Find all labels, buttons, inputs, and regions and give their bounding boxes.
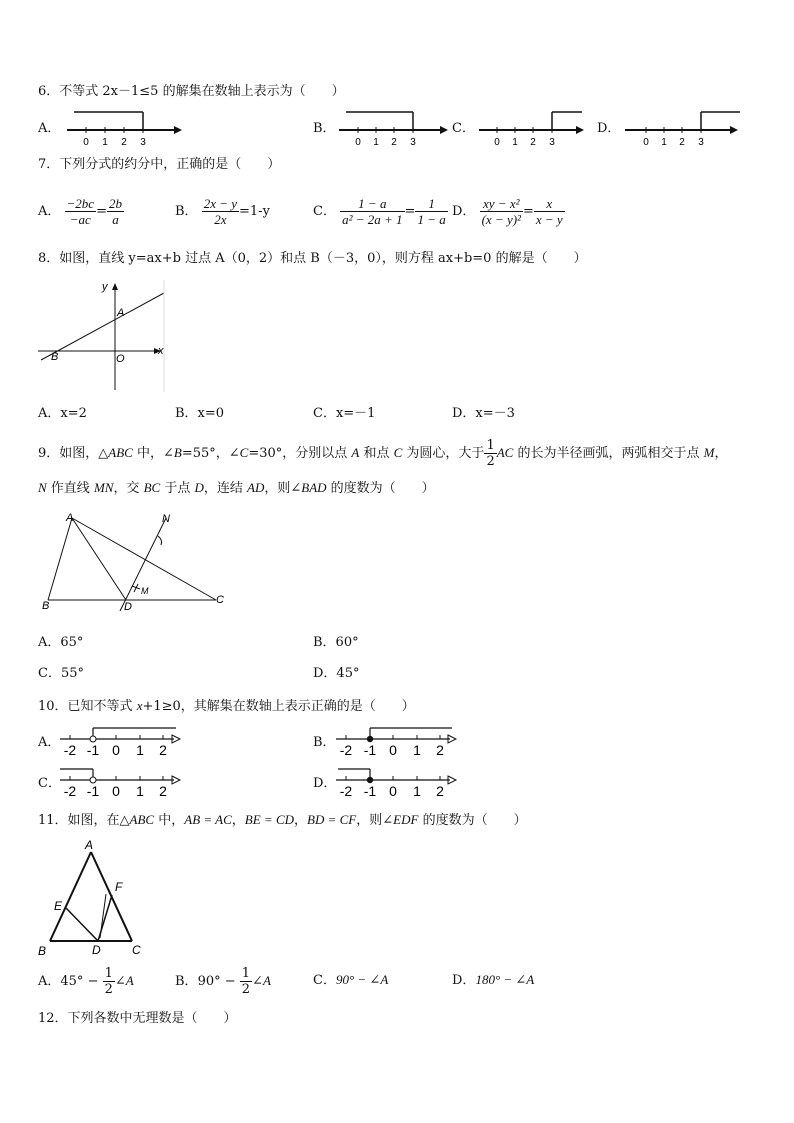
tick-label: -2 bbox=[339, 783, 353, 799]
math: C bbox=[393, 445, 403, 460]
tick-label: 1 bbox=[136, 742, 144, 758]
q11-option-c[interactable] bbox=[313, 972, 388, 989]
q6-option-c-label[interactable]: C． bbox=[452, 121, 475, 136]
tick-label: -1 bbox=[363, 742, 377, 758]
fraction bbox=[202, 196, 239, 227]
tick-label: 3 bbox=[698, 137, 704, 148]
tick-label: 2 bbox=[159, 742, 167, 758]
q11-stem bbox=[38, 812, 527, 829]
numerator: 1 bbox=[486, 438, 495, 453]
q11-option-a[interactable] bbox=[38, 962, 134, 1000]
math: N bbox=[38, 480, 47, 495]
fraction bbox=[107, 196, 124, 227]
tick-label: 1 bbox=[413, 783, 421, 799]
q10-option-a-numberline bbox=[58, 725, 183, 759]
denominator: a² − 2a + 1 bbox=[342, 212, 403, 227]
option-label: D． bbox=[452, 204, 476, 219]
tick-label: 0 bbox=[355, 137, 361, 148]
text: =30°，分别以点 bbox=[248, 446, 352, 461]
equals: = bbox=[522, 204, 534, 219]
fig-label-y: y bbox=[102, 281, 108, 293]
option-label: C． bbox=[313, 204, 336, 219]
tick-label: 3 bbox=[549, 137, 555, 148]
text: 10．已知不等式 bbox=[38, 699, 137, 714]
q6-option-a-label[interactable]: A． bbox=[38, 121, 61, 136]
tick-label: 1 bbox=[413, 742, 421, 758]
q11-option-b[interactable] bbox=[175, 962, 271, 1000]
text: =55°，∠ bbox=[181, 446, 240, 461]
text: 于点 bbox=[160, 481, 195, 496]
text: ， bbox=[294, 813, 308, 828]
fig-label-x: x bbox=[158, 345, 164, 357]
q7-option-c[interactable] bbox=[313, 192, 448, 232]
denominator: 2 bbox=[486, 454, 495, 469]
numerator: 1 bbox=[415, 196, 447, 212]
text: ， bbox=[231, 813, 245, 828]
math: x bbox=[136, 698, 143, 713]
tick-label: 2 bbox=[436, 742, 444, 758]
option-label: D． bbox=[452, 973, 476, 988]
math: C bbox=[239, 445, 249, 460]
q8-option-a[interactable]: A．x=2 bbox=[38, 406, 87, 421]
q6-option-c-numberline bbox=[476, 108, 591, 148]
fig-label-c: C bbox=[216, 594, 224, 606]
tick-label: 3 bbox=[410, 137, 416, 148]
tick-label: 3 bbox=[140, 137, 146, 148]
math: AC bbox=[496, 445, 514, 460]
math: ∠A bbox=[252, 973, 271, 988]
q10-option-c-numberline bbox=[58, 766, 183, 800]
tick-label: 1 bbox=[373, 137, 379, 148]
text: 中，∠ bbox=[132, 446, 174, 461]
tick-label: 0 bbox=[494, 137, 500, 148]
tick-label: 1 bbox=[136, 783, 144, 799]
q9-figure bbox=[38, 508, 238, 613]
fraction bbox=[480, 196, 523, 227]
math: B bbox=[173, 445, 182, 460]
numerator: 1 − a bbox=[340, 196, 404, 212]
numerator: x bbox=[534, 196, 565, 212]
fig-label-c: C bbox=[132, 943, 141, 957]
math: ∠A bbox=[114, 973, 134, 988]
numerator: 2x − y bbox=[203, 196, 238, 211]
tick-label: 2 bbox=[121, 137, 127, 148]
tick-label: -1 bbox=[363, 783, 377, 799]
denominator: 2 bbox=[104, 982, 113, 997]
tick-label: 0 bbox=[389, 783, 397, 799]
math: 180° − ∠A bbox=[475, 972, 535, 987]
math: ABC bbox=[108, 445, 133, 460]
q10-option-d-numberline bbox=[334, 766, 459, 800]
math: MN bbox=[93, 480, 114, 495]
denominator: (x − y)² bbox=[481, 212, 521, 227]
q8-option-b[interactable]: B．x=0 bbox=[175, 406, 225, 421]
option-label: B． bbox=[175, 974, 198, 989]
option-label: A． bbox=[38, 974, 61, 989]
math: A bbox=[351, 445, 360, 460]
q8-option-d[interactable]: D．x=－3 bbox=[452, 406, 515, 421]
q10-option-c-label[interactable]: C． bbox=[38, 776, 61, 791]
q7-option-b[interactable] bbox=[175, 192, 270, 232]
math: BAD bbox=[301, 480, 327, 495]
tick-label: 0 bbox=[83, 137, 89, 148]
fig-label-n: N bbox=[162, 513, 170, 525]
q6-stem: 6．不等式 2x－1≤5 的解集在数轴上表示为（ ） bbox=[38, 84, 345, 99]
math: ABC bbox=[129, 812, 155, 827]
fig-label-d: D bbox=[124, 601, 132, 613]
tick-label: 0 bbox=[112, 783, 120, 799]
tick-label: 0 bbox=[112, 742, 120, 758]
fig-label-b: B bbox=[51, 351, 59, 363]
option-label: C． bbox=[313, 973, 336, 988]
tick-label: 0 bbox=[389, 742, 397, 758]
q9-option-a[interactable]: A．65° bbox=[38, 635, 84, 650]
math: EDF bbox=[393, 812, 419, 827]
fig-label-a: A bbox=[117, 307, 125, 319]
fraction bbox=[415, 196, 447, 227]
q11-figure bbox=[36, 838, 146, 960]
tick-label: 0 bbox=[643, 137, 649, 148]
math: BC bbox=[143, 480, 161, 495]
numerator: 1 bbox=[241, 966, 251, 981]
equals: = bbox=[404, 204, 416, 219]
text: ， bbox=[714, 446, 728, 461]
q10-option-b-numberline bbox=[334, 725, 459, 759]
fig-label-a: A bbox=[66, 512, 74, 524]
q7-stem: 7．下列分式的约分中，正确的是（ ） bbox=[38, 157, 281, 172]
text: 为圆心，大于 bbox=[402, 446, 485, 461]
q7-option-a[interactable] bbox=[38, 192, 124, 232]
q6-option-d-label[interactable]: D． bbox=[597, 121, 621, 136]
text: 的长为半径画弧，两弧相交于点 bbox=[513, 446, 704, 461]
q12-stem: 12．下列各数中无理数是（ ） bbox=[38, 1011, 237, 1026]
q11-option-d[interactable] bbox=[452, 972, 534, 989]
numerator: 1 bbox=[104, 966, 113, 981]
tick-label: 2 bbox=[530, 137, 536, 148]
tick-label: -1 bbox=[86, 783, 100, 799]
tick-label: 1 bbox=[661, 137, 667, 148]
text: 45° − bbox=[60, 974, 103, 989]
text: ，则∠ bbox=[264, 481, 302, 496]
q8-figure bbox=[36, 280, 170, 392]
q8-stem: 8．如图，直线 y=ax+b 过点 A（0，2）和点 B（－3，0），则方程 ax+b=0 的解是（ ） bbox=[38, 251, 587, 266]
text: 中， bbox=[154, 813, 185, 828]
fig-label-m: M bbox=[141, 586, 149, 596]
math: BD = CF bbox=[307, 812, 357, 827]
math: D bbox=[194, 480, 204, 495]
math: AD bbox=[247, 480, 265, 495]
fig-label-o: O bbox=[116, 353, 125, 365]
tick-label: -2 bbox=[63, 783, 77, 799]
equals: = bbox=[96, 204, 107, 219]
text: 90° − bbox=[197, 974, 240, 989]
numerator: 2b bbox=[108, 196, 122, 211]
fig-label-e: E bbox=[54, 899, 63, 913]
tick-label: 1 bbox=[512, 137, 518, 148]
fig-label-d: D bbox=[92, 943, 101, 957]
option-label: A． bbox=[38, 204, 61, 219]
denominator: x − y bbox=[535, 212, 563, 227]
math: 90° − ∠A bbox=[335, 972, 389, 987]
rhs: =1-y bbox=[239, 204, 270, 219]
denominator: 1 − a bbox=[417, 212, 446, 227]
q10-option-a-label[interactable]: A． bbox=[38, 735, 61, 750]
math: M bbox=[703, 445, 715, 460]
tick-label: 1 bbox=[102, 137, 108, 148]
denominator: 2x bbox=[214, 212, 227, 227]
tick-label: 2 bbox=[679, 137, 685, 148]
text: ，则∠ bbox=[356, 813, 394, 828]
math: BE = CD bbox=[244, 812, 295, 827]
q9-option-b[interactable]: B．60° bbox=[313, 635, 359, 650]
numerator: −2bc bbox=[66, 196, 95, 211]
fraction-half bbox=[484, 438, 496, 469]
math: AB = AC bbox=[184, 812, 232, 827]
tick-label: 2 bbox=[436, 783, 444, 799]
fraction bbox=[340, 196, 404, 227]
q9-stem-line2 bbox=[38, 480, 435, 497]
text: 的度数为（ ） bbox=[418, 813, 527, 828]
q6-option-b-label[interactable]: B． bbox=[313, 121, 336, 136]
fraction bbox=[103, 966, 115, 997]
text: +1≥0，其解集在数轴上表示正确的是（ ） bbox=[142, 699, 415, 714]
q8-option-c[interactable]: C．x=－1 bbox=[313, 406, 376, 421]
q10-option-b-label[interactable]: B． bbox=[313, 735, 336, 750]
q6-option-b-numberline bbox=[336, 108, 451, 148]
q10-stem bbox=[38, 698, 415, 715]
fig-label-f: F bbox=[115, 880, 123, 894]
numerator: xy − x² bbox=[480, 196, 523, 212]
option-label: B． bbox=[175, 204, 198, 219]
q6-option-d-numberline bbox=[622, 108, 747, 148]
q9-option-c[interactable]: C．55° bbox=[38, 666, 84, 681]
q9-stem-line1 bbox=[38, 435, 727, 471]
q6-option-a-numberline bbox=[62, 108, 188, 148]
fraction bbox=[65, 196, 97, 227]
tick-label: 2 bbox=[159, 783, 167, 799]
tick-label: 2 bbox=[391, 137, 397, 148]
text: ，交 bbox=[113, 481, 144, 496]
denominator: a bbox=[112, 212, 119, 227]
tick-label: -2 bbox=[339, 742, 353, 758]
denominator: −ac bbox=[69, 212, 91, 227]
q9-option-d[interactable]: D．45° bbox=[313, 666, 360, 681]
text: ，连结 bbox=[203, 481, 247, 496]
tick-label: -1 bbox=[86, 742, 100, 758]
text: 和点 bbox=[359, 446, 394, 461]
fig-label-a: A bbox=[85, 838, 94, 852]
text: 作直线 bbox=[46, 481, 94, 496]
fraction bbox=[240, 966, 252, 997]
q7-option-d[interactable] bbox=[452, 192, 565, 232]
text: 的度数为（ ） bbox=[326, 481, 435, 496]
fig-label-b: B bbox=[42, 600, 50, 612]
fraction bbox=[534, 196, 565, 227]
fig-label-b: B bbox=[38, 944, 47, 958]
denominator: 2 bbox=[241, 982, 251, 997]
q10-option-d-label[interactable]: D． bbox=[313, 776, 337, 791]
tick-label: -2 bbox=[63, 742, 77, 758]
text: 9．如图，△ bbox=[38, 446, 109, 461]
text: 11．如图，在△ bbox=[38, 813, 130, 828]
